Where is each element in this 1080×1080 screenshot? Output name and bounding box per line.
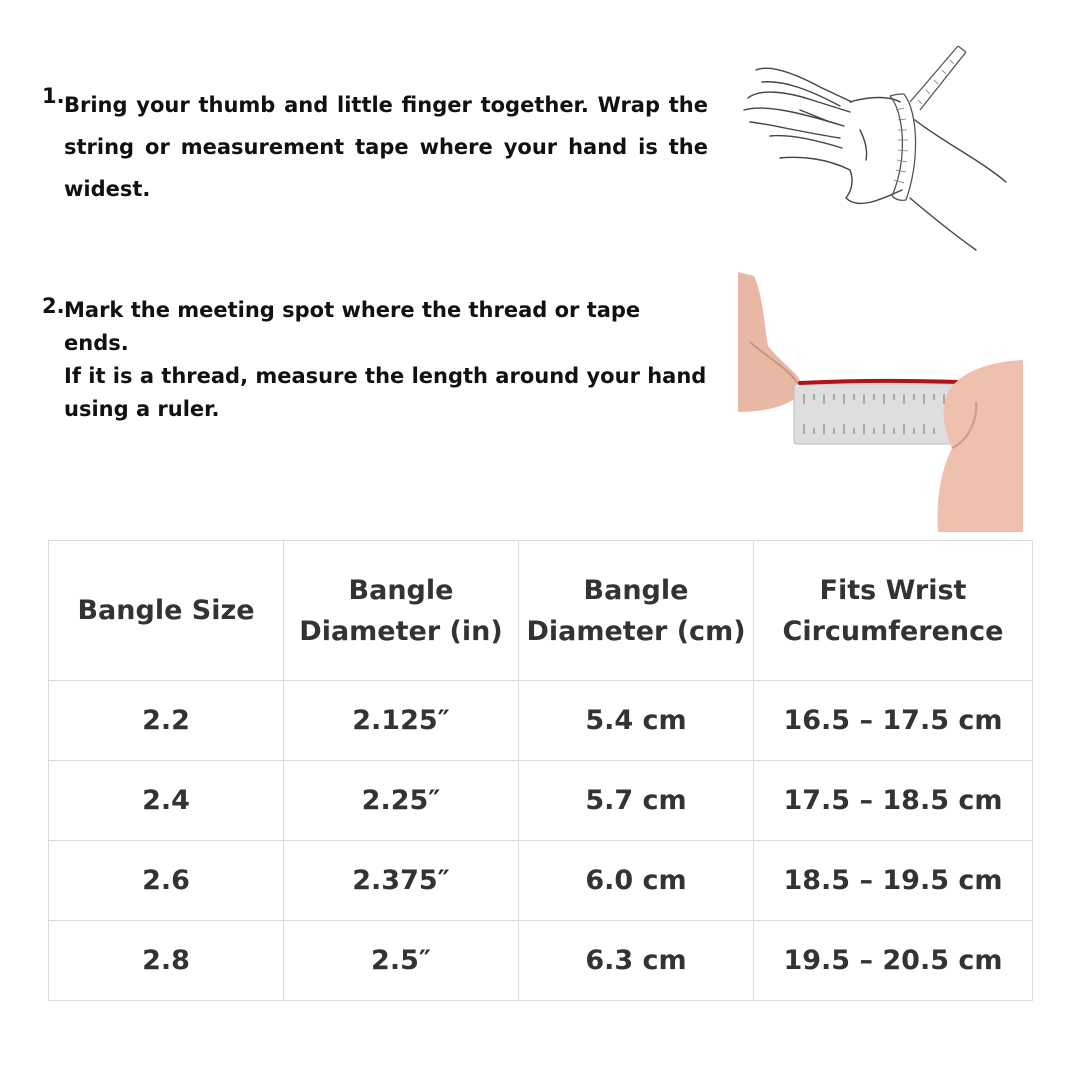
- step-text: Bring your thumb and little finger together. Wrap the string or measurement tape where your hand is the widest.: [64, 93, 708, 201]
- step-text-line: If it is a thread, measure the length around your hand: [64, 364, 707, 388]
- step-text-line: Mark the meeting spot where the thread or tape ends.: [64, 298, 641, 355]
- table-cell: 2.375″: [284, 841, 519, 921]
- table-cell: 2.4: [49, 761, 284, 841]
- column-header: Bangle Size: [49, 541, 284, 681]
- column-header: Bangle Diameter (cm): [519, 541, 754, 681]
- table-cell: 2.2: [49, 681, 284, 761]
- step-text-line: using a ruler.: [64, 397, 220, 421]
- step-text: [64, 294, 708, 426]
- table-row: [49, 841, 1033, 921]
- table-cell: 18.5 – 19.5 cm: [754, 841, 1033, 921]
- table-cell: 2.6: [49, 841, 284, 921]
- instruction-step-1: [42, 84, 708, 210]
- table-row: [49, 921, 1033, 1001]
- hand-measuring-tape-illustration: [740, 40, 1010, 255]
- column-header: Fits Wrist Circumference: [754, 541, 1033, 681]
- table-cell: 19.5 – 20.5 cm: [754, 921, 1033, 1001]
- step-number: 2.: [42, 294, 65, 318]
- table-cell: 5.4 cm: [519, 681, 754, 761]
- step-number: 1.: [42, 84, 65, 108]
- table-cell: 2.25″: [284, 761, 519, 841]
- table-cell: 16.5 – 17.5 cm: [754, 681, 1033, 761]
- table-header-row: [49, 541, 1033, 681]
- table-cell: 17.5 – 18.5 cm: [754, 761, 1033, 841]
- instruction-step-2: [42, 294, 708, 426]
- table-cell: 2.8: [49, 921, 284, 1001]
- column-header: Bangle Diameter (in): [284, 541, 519, 681]
- table-cell: 5.7 cm: [519, 761, 754, 841]
- table-cell: 2.5″: [284, 921, 519, 1001]
- table-row: [49, 761, 1033, 841]
- thread-ruler-photo: [738, 272, 1023, 532]
- table-row: [49, 681, 1033, 761]
- table-cell: 2.125″: [284, 681, 519, 761]
- bangle-size-table: [48, 540, 1033, 1001]
- table-cell: 6.3 cm: [519, 921, 754, 1001]
- table-cell: 6.0 cm: [519, 841, 754, 921]
